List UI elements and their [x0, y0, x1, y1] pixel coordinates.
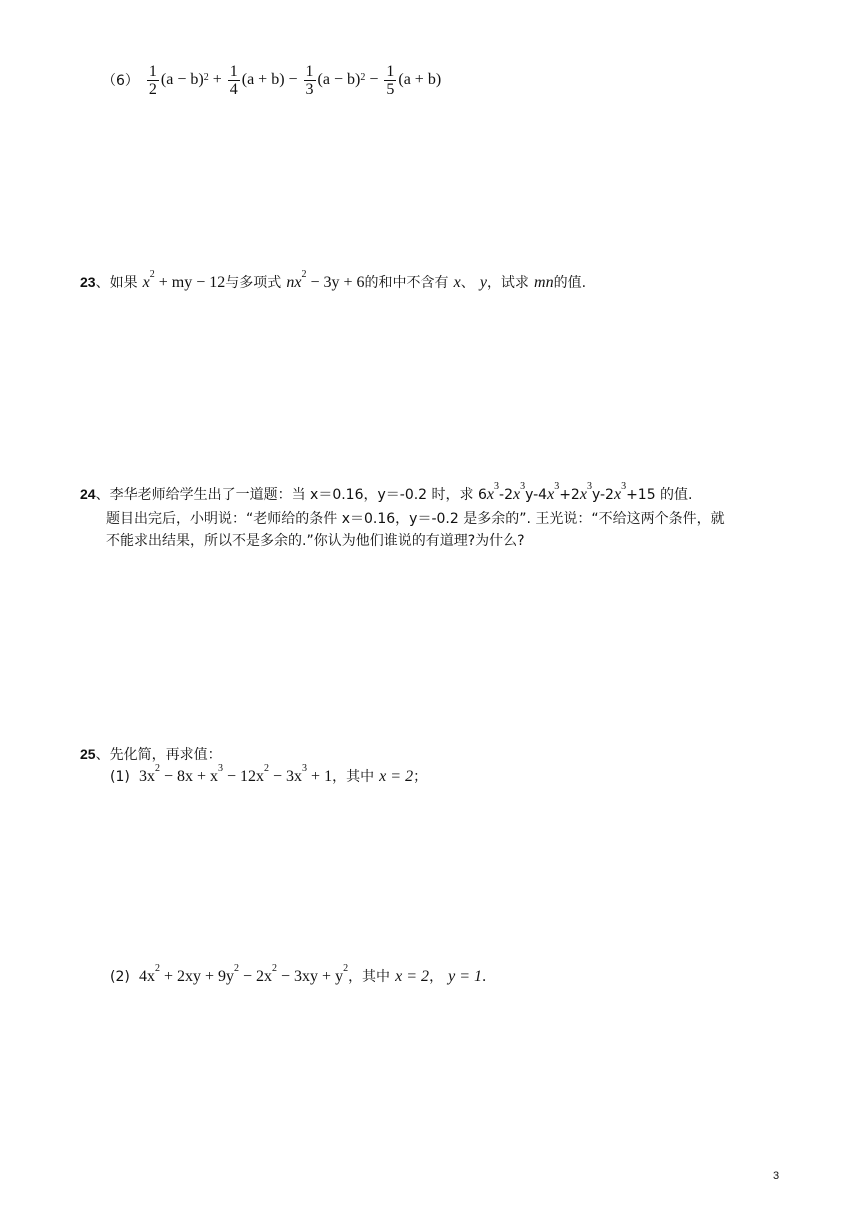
question-25-part-1: (1) $3x^2 - 8x + x^3 - 12x^2 - 3x^3 + 1$，其中 x = 2； [110, 763, 428, 785]
question-23: 23、如果 $x^2$ + my − 12与多项式 $nx^2 - 3y + 6$的和中不含有 x、 y，试求 mn的值. [80, 269, 587, 291]
expression: $3x^2 - 8x + x^3 - 12x^2 - 3x^3 + 1$ [138, 763, 333, 785]
condition: x = 2 [395, 968, 430, 985]
part-label: (2) [110, 969, 130, 985]
question-text: 如果 [109, 275, 138, 291]
polynomial-1: $x^2$ + my − 12 [142, 269, 226, 291]
condition: x = 2 [379, 768, 414, 785]
polynomial-2: $nx^2 - 3y + 6$ [286, 269, 365, 291]
question-24: 24、李华老师给学生出了一道题：当 x＝0.16，y＝-0.2 时，求 $6x^3-2x^3y-4x^3+2x^3y-2x^3+15$ 的值. [80, 481, 693, 503]
sub-question-label: （6） [102, 73, 139, 89]
condition: y = 1 [448, 968, 483, 985]
expression: $4x^2 + 2xy + 9y^2 - 2x^2 - 3xy + y^2$ [138, 963, 349, 985]
question-25-part-2: (2) $4x^2 + 2xy + 9y^2 - 2x^2 - 3xy + y^2$，其中 x = 2， y = 1. [110, 963, 487, 985]
fraction: $\frac{1}{2}$ [148, 62, 157, 98]
question-number: 23 [80, 274, 96, 290]
question-25: 25、先化简，再求值： [80, 746, 222, 763]
question-22-6 [102, 60, 441, 100]
page-number: 3 [773, 1170, 780, 1182]
question-number: 24 [80, 486, 96, 502]
question-title: 先化简，再求值： [109, 747, 222, 763]
question-24-line-2: 题目出完后，小明说：“老师给的条件 x＝0.16，y＝-0.2 是多余的”. 王光说：“不给这两个条件，就 [106, 511, 725, 527]
question-text: 李华老师给学生出了一道题：当 x＝0.16，y＝-0.2 时，求 6 [109, 487, 487, 503]
question-24-line-3: 不能求出结果，所以不是多余的.”你认为他们谁说的有道理?为什么? [106, 533, 525, 549]
fraction: $\frac{1}{3}$ [305, 62, 314, 98]
fraction: $\frac{1}{5}$ [386, 62, 395, 98]
part-label: (1) [110, 769, 130, 785]
fraction: $\frac{1}{4}$ [229, 62, 238, 98]
question-number: 25 [80, 746, 96, 762]
expression: $\frac{1}{2}$ (a − b) $^2$ + $\frac{1}{4}$ (a + b) − $\frac{1}{3}$ (a − b) $^2$ − $\frac{1}{5}$ (a + b) [148, 62, 442, 98]
